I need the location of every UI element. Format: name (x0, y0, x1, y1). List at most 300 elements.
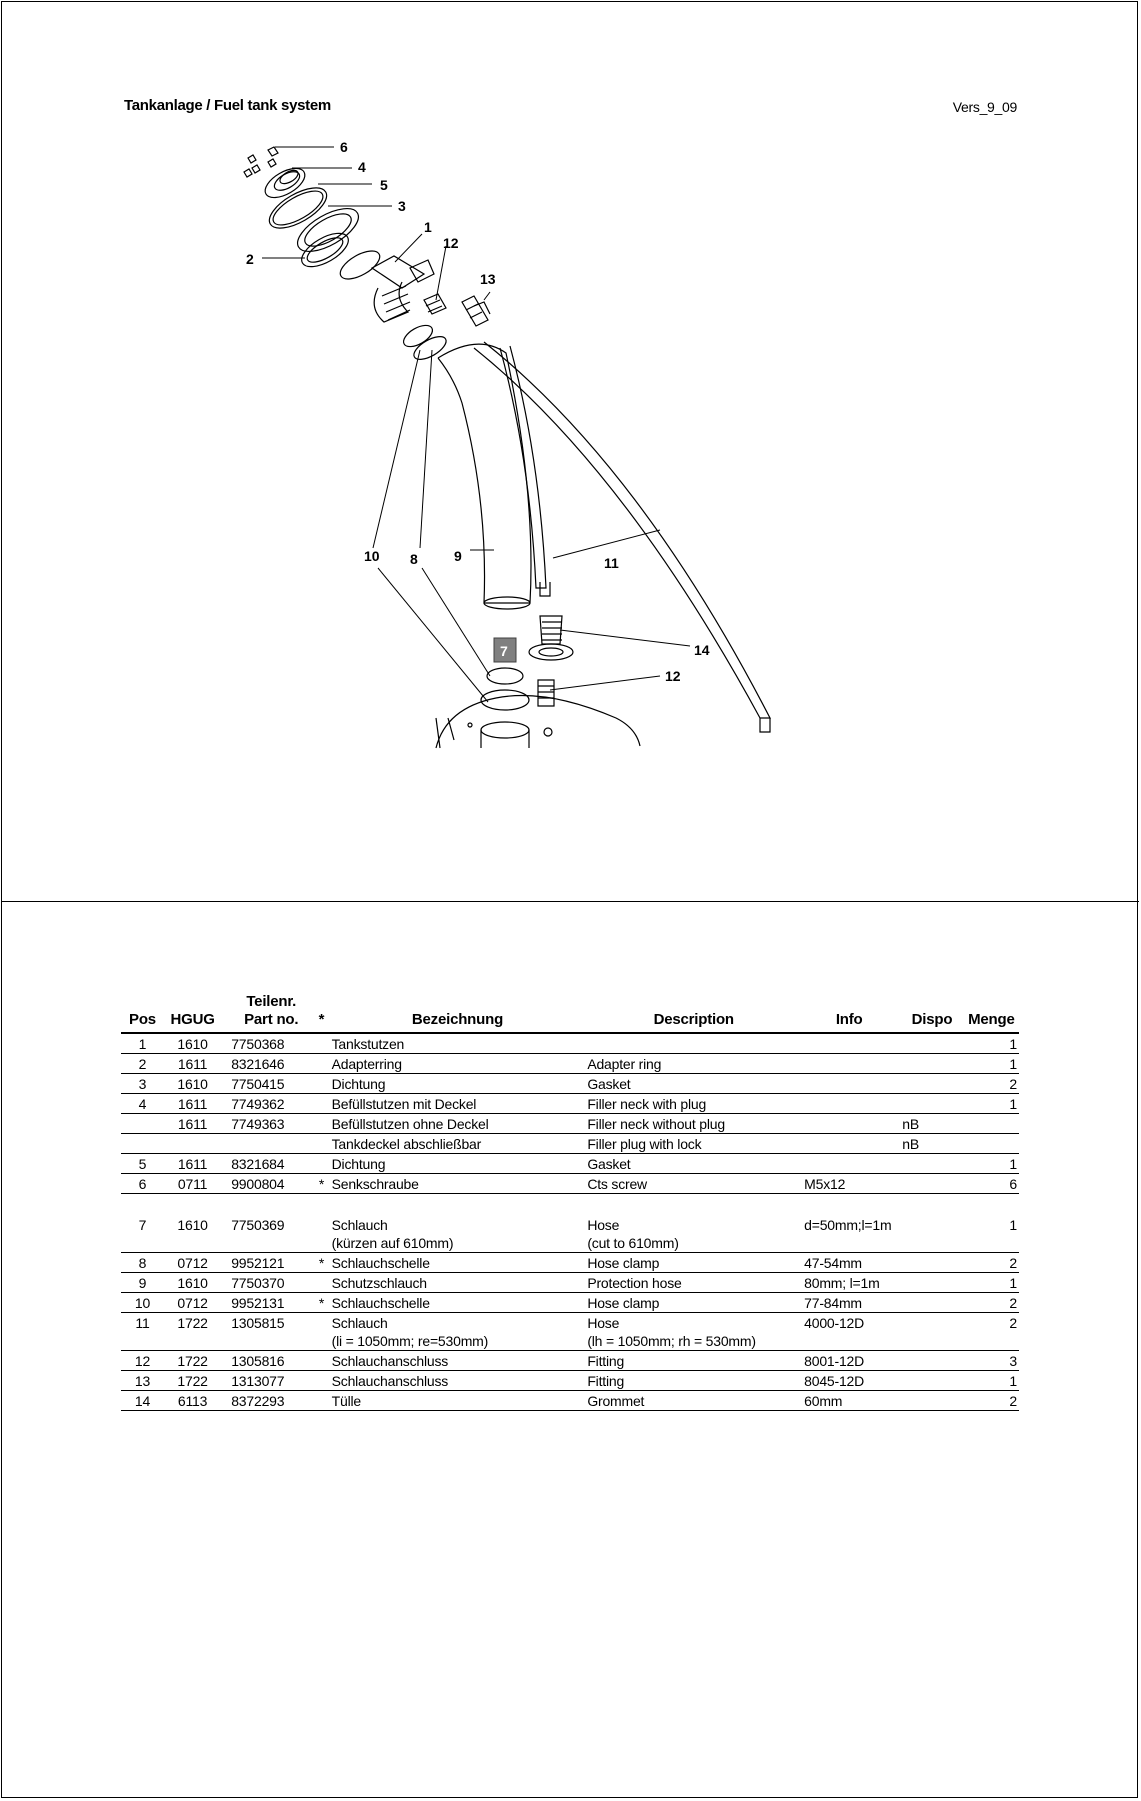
table-row (121, 1054, 1019, 1074)
cell-pos (121, 1293, 164, 1313)
table-row (121, 1134, 1019, 1154)
cell-menge (964, 1054, 1019, 1074)
cell-star (313, 1054, 329, 1074)
cell-bez-text: Schlauch (331, 1315, 388, 1331)
cell-bez (330, 1154, 586, 1174)
cell-star (313, 1174, 329, 1194)
cell-part (221, 1074, 313, 1094)
cell-pos (121, 1215, 164, 1253)
fitting-part-12-bottom (538, 680, 554, 706)
cell-bez (330, 1074, 586, 1094)
cell-info (802, 1094, 896, 1114)
cell-dispo (896, 1253, 964, 1273)
cell-part (221, 1114, 313, 1134)
cell-hgug-text: 0712 (177, 1295, 208, 1311)
cell-info-text: 4000-12D (804, 1315, 865, 1331)
cell-bez (330, 1371, 586, 1391)
cell-bez-text: Schlauchanschluss (331, 1373, 449, 1389)
cell-pos (121, 1351, 164, 1371)
cell-pos (121, 1371, 164, 1391)
cell-bez-text: Tülle (331, 1393, 361, 1409)
cell-hgug (164, 1273, 221, 1293)
cell-part (221, 1351, 313, 1371)
callout-3: 3 (398, 198, 406, 214)
cell-menge (964, 1313, 1019, 1351)
cell-bez-text: Schlauchschelle (331, 1295, 430, 1311)
col-header-hgug: HGUG (164, 993, 221, 1033)
cell-pos (121, 1253, 164, 1273)
cell-hgug (164, 1154, 221, 1174)
table-row (121, 1391, 1019, 1411)
cell-dispo (896, 1094, 964, 1114)
col-header-star: * (313, 993, 329, 1033)
cell-desc (585, 1174, 802, 1194)
cell-bez-text: Senkschraube (331, 1176, 419, 1192)
cell-menge (964, 1273, 1019, 1293)
cell-info (802, 1293, 896, 1313)
cell-part (221, 1371, 313, 1391)
cell-menge-text: 2 (1009, 1315, 1017, 1331)
cell-bez (330, 1215, 586, 1253)
cell-desc (585, 1074, 802, 1094)
cell-desc (585, 1293, 802, 1313)
cell-desc-text: Gasket (587, 1076, 631, 1092)
cell-bez-text: Dichtung (331, 1156, 386, 1172)
cell-part-text: 1305815 (231, 1315, 285, 1331)
cell-desc-text: Filler neck with plug (587, 1096, 707, 1112)
cell-pos (121, 1154, 164, 1174)
cell-hgug-text: 1610 (177, 1217, 208, 1233)
cell-hgug (164, 1215, 221, 1253)
cell-dispo (896, 1134, 964, 1154)
callout-12-top: 12 (443, 235, 459, 251)
cell-part (221, 1215, 313, 1253)
cell-bez (330, 1253, 586, 1273)
cell-menge (964, 1293, 1019, 1313)
cell-part (221, 1391, 313, 1411)
gasket-part-3 (291, 200, 365, 260)
cell-star (313, 1074, 329, 1094)
cell-part (221, 1253, 313, 1273)
cell-pos (121, 1033, 164, 1054)
cell-star (313, 1114, 329, 1134)
cell-bez-text: Schlauchschelle (331, 1255, 430, 1271)
cell-dispo (896, 1313, 964, 1351)
cell-part (221, 1134, 313, 1154)
cell-dispo (896, 1033, 964, 1054)
cell-hgug (164, 1391, 221, 1411)
cell-pos-text: 11 (135, 1315, 150, 1331)
cell-bez (330, 1033, 586, 1054)
cell-info-text: 60mm (804, 1393, 843, 1409)
cell-part-text: 9952131 (231, 1295, 285, 1311)
table-row (121, 1273, 1019, 1293)
cell-part-text: 1313077 (231, 1373, 285, 1389)
cell-star-text: * (318, 1255, 325, 1271)
cell-menge-text: 2 (1009, 1393, 1017, 1409)
cell-pos-text: 7 (138, 1217, 147, 1233)
cell-info (802, 1215, 896, 1253)
col-header-bezeichnung: Bezeichnung (330, 993, 586, 1033)
cell-info-text: 8045-12D (804, 1373, 865, 1389)
cell-menge-text: 3 (1009, 1353, 1017, 1369)
cell-hgug (164, 1054, 221, 1074)
cell-pos (121, 1273, 164, 1293)
cell-star (313, 1371, 329, 1391)
cell-part-text: 7750415 (231, 1076, 285, 1092)
col-header-part-no-de: Teilenr. (246, 993, 297, 1010)
table-row (121, 1114, 1019, 1134)
cell-menge-text: 1 (1009, 1056, 1017, 1072)
cell-menge-text: 2 (1009, 1255, 1017, 1271)
cell-part (221, 1313, 313, 1351)
cell-bez (330, 1293, 586, 1313)
cell-desc-text: Fitting (587, 1373, 625, 1389)
cell-desc-text: Hose clamp (587, 1255, 660, 1271)
callout-9: 9 (454, 548, 462, 564)
cell-pos-text: 3 (138, 1076, 147, 1092)
cell-menge (964, 1351, 1019, 1371)
cell-pos-text: 14 (134, 1393, 151, 1409)
callout-8: 8 (410, 551, 418, 567)
table-row (121, 1313, 1019, 1351)
cell-bez (330, 1134, 586, 1154)
version-label: Vers_9_09 (952, 99, 1017, 115)
cell-hgug-text: 6113 (177, 1393, 208, 1409)
col-header-part-no (221, 993, 313, 1033)
cell-pos-text: 6 (138, 1176, 147, 1192)
cell-bez (330, 1391, 586, 1411)
cell-hgug-text: 1611 (177, 1116, 208, 1132)
cell-menge (964, 1094, 1019, 1114)
cell-info (802, 1154, 896, 1174)
cell-desc (585, 1134, 802, 1154)
cell-bez (330, 1273, 586, 1293)
cell-menge (964, 1215, 1019, 1253)
cell-menge (964, 1391, 1019, 1411)
cell-desc-text: Hose (587, 1315, 620, 1331)
cell-info-text: 47-54mm (804, 1255, 862, 1271)
cell-dispo (896, 1371, 964, 1391)
cell-dispo (896, 1293, 964, 1313)
cell-bez-text: Schlauchanschluss (331, 1353, 449, 1369)
cell-bez-text: Tankstutzen (331, 1036, 405, 1052)
cell-menge-text: 1 (1009, 1036, 1017, 1052)
table-row (121, 1371, 1019, 1391)
cell-info (802, 1074, 896, 1094)
adapter-ring-part-2 (296, 227, 353, 274)
cell-part (221, 1154, 313, 1174)
callout-6: 6 (340, 139, 348, 155)
cell-info-text: 77-84mm (804, 1295, 862, 1311)
cell-hgug (164, 1033, 221, 1054)
cell-hgug-text: 1611 (177, 1156, 208, 1172)
cell-bez (330, 1174, 586, 1194)
col-header-dispo: Dispo (896, 993, 964, 1033)
cell-info (802, 1273, 896, 1293)
callout-7: 7 (500, 643, 508, 659)
cell-star (313, 1033, 329, 1054)
cell-hgug-text: 1722 (177, 1315, 208, 1331)
cell-menge (964, 1114, 1019, 1134)
cell-dispo (896, 1351, 964, 1371)
cell-bez-note: (kürzen auf 610mm) (331, 1235, 454, 1251)
cell-desc-note: (cut to 610mm) (587, 1235, 679, 1251)
cell-menge-text: 2 (1009, 1295, 1017, 1311)
cell-star (313, 1215, 329, 1253)
cell-menge-text: 1 (1009, 1275, 1017, 1291)
cell-hgug-text: 1722 (177, 1353, 208, 1369)
cell-info-text: 8001-12D (804, 1353, 865, 1369)
cell-pos (121, 1134, 164, 1154)
cell-hgug-text: 1611 (177, 1056, 208, 1072)
cell-star (313, 1253, 329, 1273)
cell-info-text: 80mm; l=1m (804, 1275, 880, 1291)
cell-desc (585, 1154, 802, 1174)
cell-star (313, 1313, 329, 1351)
cell-hgug (164, 1114, 221, 1134)
screw-part-6 (244, 147, 278, 177)
cell-info (802, 1054, 896, 1074)
cell-star-text: * (318, 1295, 325, 1311)
cell-pos-text: 1 (138, 1036, 147, 1052)
cell-menge-text: 1 (1009, 1373, 1017, 1389)
cell-dispo (896, 1074, 964, 1094)
cell-desc (585, 1215, 802, 1253)
cell-part-text: 7750368 (231, 1036, 285, 1052)
cell-menge-text: 6 (1009, 1176, 1017, 1192)
cell-info-text: d=50mm;l=1m (804, 1217, 892, 1233)
cell-menge-text: 1 (1009, 1156, 1017, 1172)
cell-desc-text: Adapter ring (587, 1056, 662, 1072)
cell-hgug (164, 1371, 221, 1391)
cell-bez-note: (li = 1050mm; re=530mm) (331, 1333, 489, 1349)
cell-desc (585, 1033, 802, 1054)
cell-hgug-text: 1611 (177, 1096, 208, 1112)
cell-menge (964, 1174, 1019, 1194)
cell-dispo (896, 1215, 964, 1253)
cell-hgug-text: 1610 (177, 1275, 208, 1291)
cell-menge-text: 1 (1009, 1217, 1017, 1233)
cell-pos (121, 1054, 164, 1074)
callout-12-bottom: 12 (665, 668, 681, 684)
cell-desc-text: Hose clamp (587, 1295, 660, 1311)
cell-info (802, 1174, 896, 1194)
hose-part-11 (474, 342, 770, 718)
cell-bez-text: Tankdeckel abschließbar (331, 1136, 482, 1152)
cell-star (313, 1293, 329, 1313)
cell-part (221, 1174, 313, 1194)
cell-info (802, 1114, 896, 1134)
cell-part-text: 1305816 (231, 1353, 285, 1369)
cell-part (221, 1094, 313, 1114)
cell-pos (121, 1313, 164, 1351)
cell-info (802, 1313, 896, 1351)
cell-info (802, 1253, 896, 1273)
cell-info (802, 1351, 896, 1371)
table-row (121, 1253, 1019, 1273)
cell-hgug-text: 1722 (177, 1373, 208, 1389)
gasket-part-5 (263, 180, 332, 236)
fitting-part-13 (462, 296, 490, 326)
cell-menge-text: 2 (1009, 1076, 1017, 1092)
cell-bez (330, 1054, 586, 1074)
fitting-part-12-top (424, 294, 446, 314)
cell-part-text: 8321646 (231, 1056, 285, 1072)
protection-hose-part-9 (438, 344, 531, 603)
callout-5: 5 (380, 177, 388, 193)
cell-info (802, 1391, 896, 1411)
cell-menge (964, 1154, 1019, 1174)
cell-part-text: 7749363 (231, 1116, 285, 1132)
cell-dispo (896, 1174, 964, 1194)
cell-part-text: 9900804 (231, 1176, 285, 1192)
table-row (121, 1033, 1019, 1054)
cell-pos-text: 12 (134, 1353, 151, 1369)
cell-star-text: * (318, 1176, 325, 1192)
cell-star (313, 1351, 329, 1371)
cell-desc (585, 1351, 802, 1371)
callout-2: 2 (246, 251, 254, 267)
cell-bez-text: Adapterring (331, 1056, 402, 1072)
table-row (121, 1351, 1019, 1371)
cell-desc (585, 1371, 802, 1391)
cell-desc-text: Grommet (587, 1393, 645, 1409)
cell-star (313, 1154, 329, 1174)
cell-desc-note: (lh = 1050mm; rh = 530mm) (587, 1333, 756, 1349)
cell-bez (330, 1114, 586, 1134)
callout-1: 1 (424, 219, 432, 235)
page-title: Tankanlage / Fuel tank system (124, 97, 331, 114)
cell-dispo (896, 1054, 964, 1074)
cell-pos (121, 1074, 164, 1094)
cell-pos-text: 8 (138, 1255, 147, 1271)
callout-10: 10 (364, 548, 380, 564)
cell-desc-text: Filler plug with lock (587, 1136, 702, 1152)
exploded-parts-diagram (0, 0, 1141, 800)
tank-neck-part-1 (372, 256, 434, 322)
cell-info (802, 1371, 896, 1391)
cell-menge (964, 1253, 1019, 1273)
callout-4: 4 (358, 159, 366, 175)
cell-pos-text: 13 (134, 1373, 151, 1389)
table-row (121, 1174, 1019, 1194)
callout-13: 13 (480, 271, 496, 287)
cell-menge (964, 1134, 1019, 1154)
cell-desc (585, 1313, 802, 1351)
cell-part-text: 7749362 (231, 1096, 285, 1112)
cell-pos (121, 1114, 164, 1134)
col-header-part-no-en: Part no. (244, 1011, 299, 1028)
table-row (121, 1074, 1019, 1094)
callout-14: 14 (694, 642, 710, 658)
cell-bez-text: Schutzschlauch (331, 1275, 427, 1291)
cell-hgug (164, 1351, 221, 1371)
cell-hgug-text: 1610 (177, 1036, 208, 1052)
cell-hgug-text: 1610 (177, 1076, 208, 1092)
table-row (121, 1215, 1019, 1253)
cell-hgug (164, 1174, 221, 1194)
cell-hgug (164, 1293, 221, 1313)
table-row (121, 1154, 1019, 1174)
col-header-menge: Menge (964, 993, 1019, 1033)
cell-menge (964, 1371, 1019, 1391)
cell-hgug (164, 1134, 221, 1154)
cell-desc (585, 1391, 802, 1411)
cell-pos-text: 5 (138, 1156, 147, 1172)
cell-pos (121, 1094, 164, 1114)
table-header-row (121, 993, 1019, 1033)
cell-desc (585, 1273, 802, 1293)
cell-menge-text: 1 (1009, 1096, 1017, 1112)
cell-bez (330, 1351, 586, 1371)
table-row (121, 1094, 1019, 1114)
callout-11: 11 (604, 555, 619, 571)
cell-pos-text: 10 (134, 1295, 151, 1311)
cell-part (221, 1033, 313, 1054)
grommet-part-14 (529, 616, 573, 660)
cell-part-text: 9952121 (231, 1255, 285, 1271)
cell-bez-text: Befüllstutzen ohne Deckel (331, 1116, 489, 1132)
cell-pos (121, 1174, 164, 1194)
cell-hgug (164, 1313, 221, 1351)
cell-desc (585, 1114, 802, 1134)
cell-desc-text: Hose (587, 1217, 620, 1233)
cell-hgug-text: 0712 (177, 1255, 208, 1271)
col-header-pos: Pos (121, 993, 164, 1033)
cell-dispo-text: nB (902, 1136, 919, 1152)
col-header-info: Info (802, 993, 896, 1033)
cell-dispo (896, 1154, 964, 1174)
cell-pos-text: 4 (138, 1096, 147, 1112)
cell-menge (964, 1033, 1019, 1054)
cell-dispo (896, 1391, 964, 1411)
cell-part (221, 1273, 313, 1293)
cell-info (802, 1033, 896, 1054)
cell-desc-text: Gasket (587, 1156, 631, 1172)
filler-neck-part-4 (260, 162, 309, 203)
cell-pos (121, 1391, 164, 1411)
cell-part-text: 7750369 (231, 1217, 285, 1233)
cell-desc-text: Fitting (587, 1353, 625, 1369)
cell-star (313, 1391, 329, 1411)
cell-part-text: 8321684 (231, 1156, 285, 1172)
cell-dispo-text: nB (902, 1116, 919, 1132)
cell-part-text: 8372293 (231, 1393, 285, 1409)
table-row (121, 1293, 1019, 1313)
cell-bez-text: Befüllstutzen mit Deckel (331, 1096, 477, 1112)
col-header-description: Description (585, 993, 802, 1033)
cell-desc-text: Protection hose (587, 1275, 682, 1291)
cell-star (313, 1273, 329, 1293)
cell-desc (585, 1094, 802, 1114)
cell-star (313, 1134, 329, 1154)
section-divider (1, 901, 1139, 902)
cell-pos-text: 9 (138, 1275, 147, 1291)
cell-hgug-text: 0711 (177, 1176, 208, 1192)
cell-info-text: M5x12 (804, 1176, 846, 1192)
cell-star (313, 1094, 329, 1114)
cell-bez (330, 1313, 586, 1351)
cell-pos-text: 2 (138, 1056, 147, 1072)
cell-info (802, 1134, 896, 1154)
cell-part (221, 1054, 313, 1074)
cell-desc-text: Cts screw (587, 1176, 647, 1192)
cell-menge (964, 1074, 1019, 1094)
cell-hgug (164, 1074, 221, 1094)
cell-bez-text: Schlauch (331, 1217, 388, 1233)
parts-table (121, 993, 1019, 1411)
